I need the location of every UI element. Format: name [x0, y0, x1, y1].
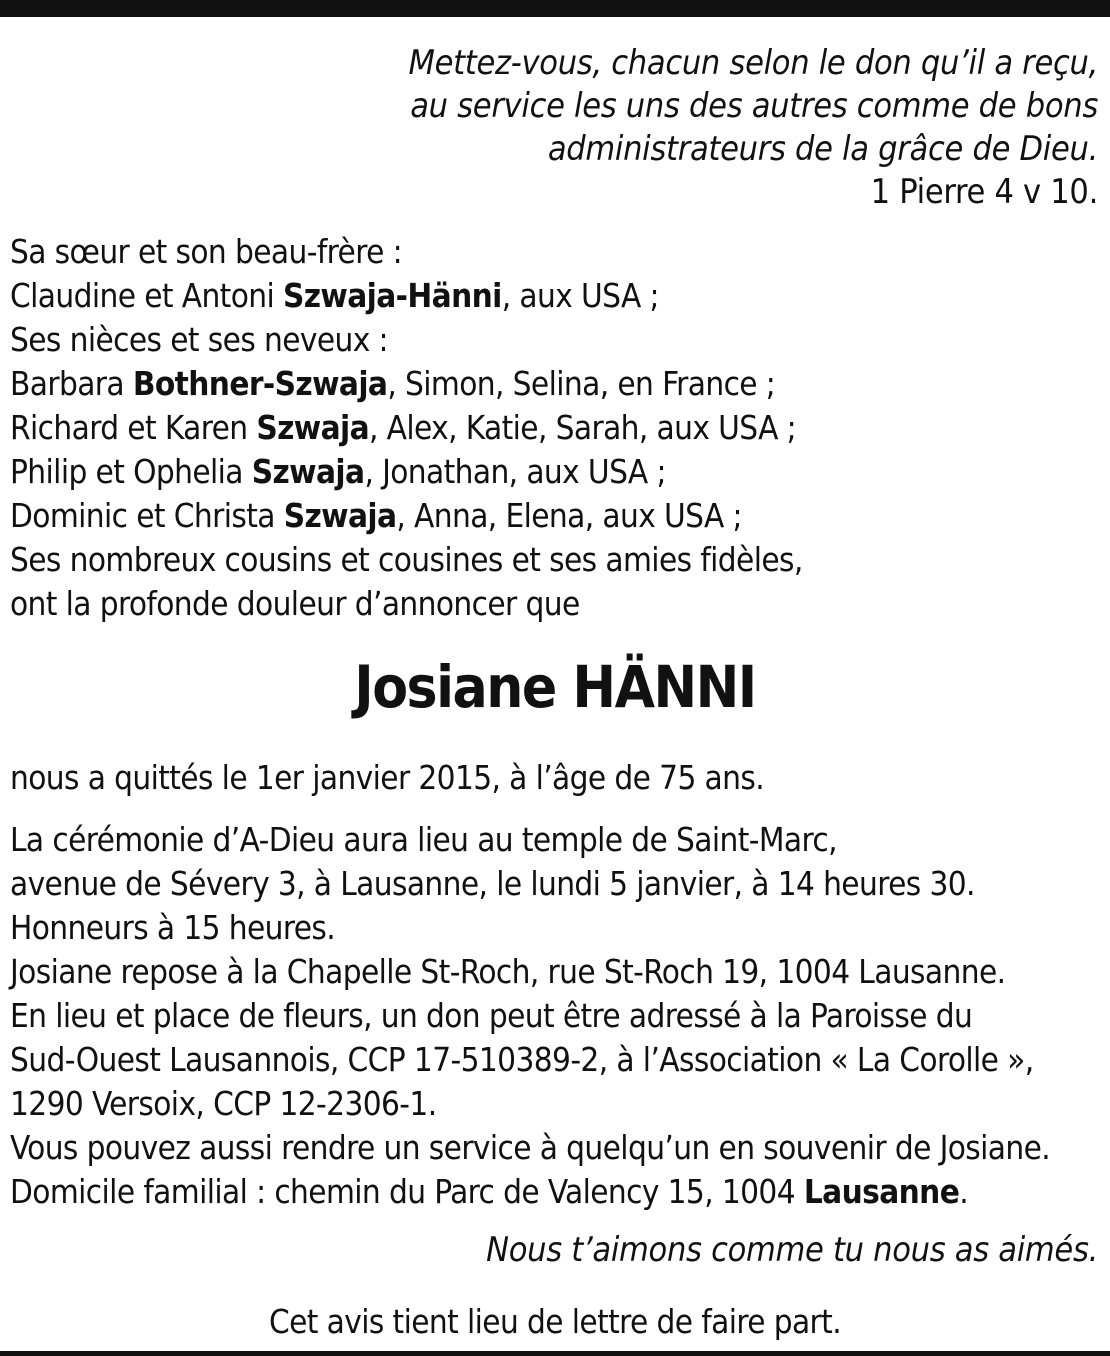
family-line [10, 274, 1100, 318]
family-line [10, 494, 1100, 538]
ceremony-line: En lieu et place de fleurs, un don peut être adressé à la Paroisse du [10, 996, 973, 1035]
surname: Szwaja [251, 452, 365, 491]
notice-line: Cet avis tient lieu de lettre de faire part. [268, 1302, 842, 1341]
deceased-name: Josiane HÄNNI [354, 653, 756, 721]
verse-line: Mettez-vous, chacun selon le don qu’il a reçu, [408, 43, 1098, 83]
top-border-rule [0, 0, 1110, 17]
death-statement [10, 756, 1100, 800]
family-line [10, 362, 1100, 406]
text-span: Domicile familial : chemin du Parc de Valency 15, 1004 [10, 1172, 804, 1211]
nieces-heading: Ses nièces et ses neveux : [10, 320, 388, 359]
text-span: , Anna, Elena, aux USA ; [396, 496, 742, 535]
text-span: Dominic et Christa [10, 496, 284, 535]
text-span: Barbara [10, 364, 133, 403]
bottom-border-rule [0, 1351, 1110, 1356]
family-line [10, 406, 1100, 450]
family-announcement [10, 230, 1100, 626]
family-line: ont la profonde douleur d’annoncer que [10, 584, 580, 623]
verse-line: administrateurs de la grâce de Dieu. [547, 129, 1098, 169]
family-line [10, 450, 1100, 494]
ceremony-line: Honneurs à 15 heures. [10, 908, 336, 947]
ceremony-details [10, 818, 1100, 1214]
text-span: , Alex, Katie, Sarah, aux USA ; [369, 408, 797, 447]
ceremony-line: 1290 Versoix, CCP 12-2306-1. [10, 1084, 437, 1123]
city-name: Lausanne [803, 1172, 960, 1211]
text-span: Philip et Ophelia [10, 452, 252, 491]
verse-reference: 1 Pierre 4 v 10. [870, 172, 1098, 212]
surname: Szwaja-Hänni [282, 276, 502, 315]
verse-line: au service les uns des autres comme de bons [410, 86, 1098, 126]
text-span: . [959, 1172, 969, 1211]
bible-verse [198, 42, 1098, 214]
ceremony-line: Josiane repose à la Chapelle St-Roch, rue St-Roch 19, 1004 Lausanne. [10, 952, 1006, 991]
text-span: Claudine et Antoni [10, 276, 283, 315]
sister-heading: Sa sœur et son beau-frère : [10, 232, 402, 271]
closing-phrase: Nous t’aimons comme tu nous as aimés. [486, 1230, 1098, 1270]
death-line: nous a quittés le 1er janvier 2015, à l’âge de 75 ans. [10, 758, 765, 797]
ceremony-line: avenue de Sévery 3, à Lausanne, le lundi 5 janvier, à 14 heures 30. [10, 864, 975, 903]
ceremony-line: Vous pouvez aussi rendre un service à quelqu’un en souvenir de Josiane. [10, 1128, 1051, 1167]
text-span: , aux USA ; [501, 276, 659, 315]
surname: Szwaja [283, 496, 397, 535]
ceremony-line: La cérémonie d’A-Dieu aura lieu au temple de Saint-Marc, [10, 820, 837, 859]
ceremony-line: Sud-Ouest Lausannois, CCP 17-510389-2, à l’Association « La Corolle », [10, 1040, 1034, 1079]
ceremony-line [10, 1170, 1100, 1214]
text-span: , Simon, Selina, en France ; [387, 364, 776, 403]
text-span: Richard et Karen [10, 408, 257, 447]
surname: Bothner-Szwaja [132, 364, 388, 403]
text-span: , Jonathan, aux USA ; [364, 452, 666, 491]
surname: Szwaja [256, 408, 370, 447]
family-line: Ses nombreux cousins et cousines et ses amies fidèles, [10, 540, 803, 579]
